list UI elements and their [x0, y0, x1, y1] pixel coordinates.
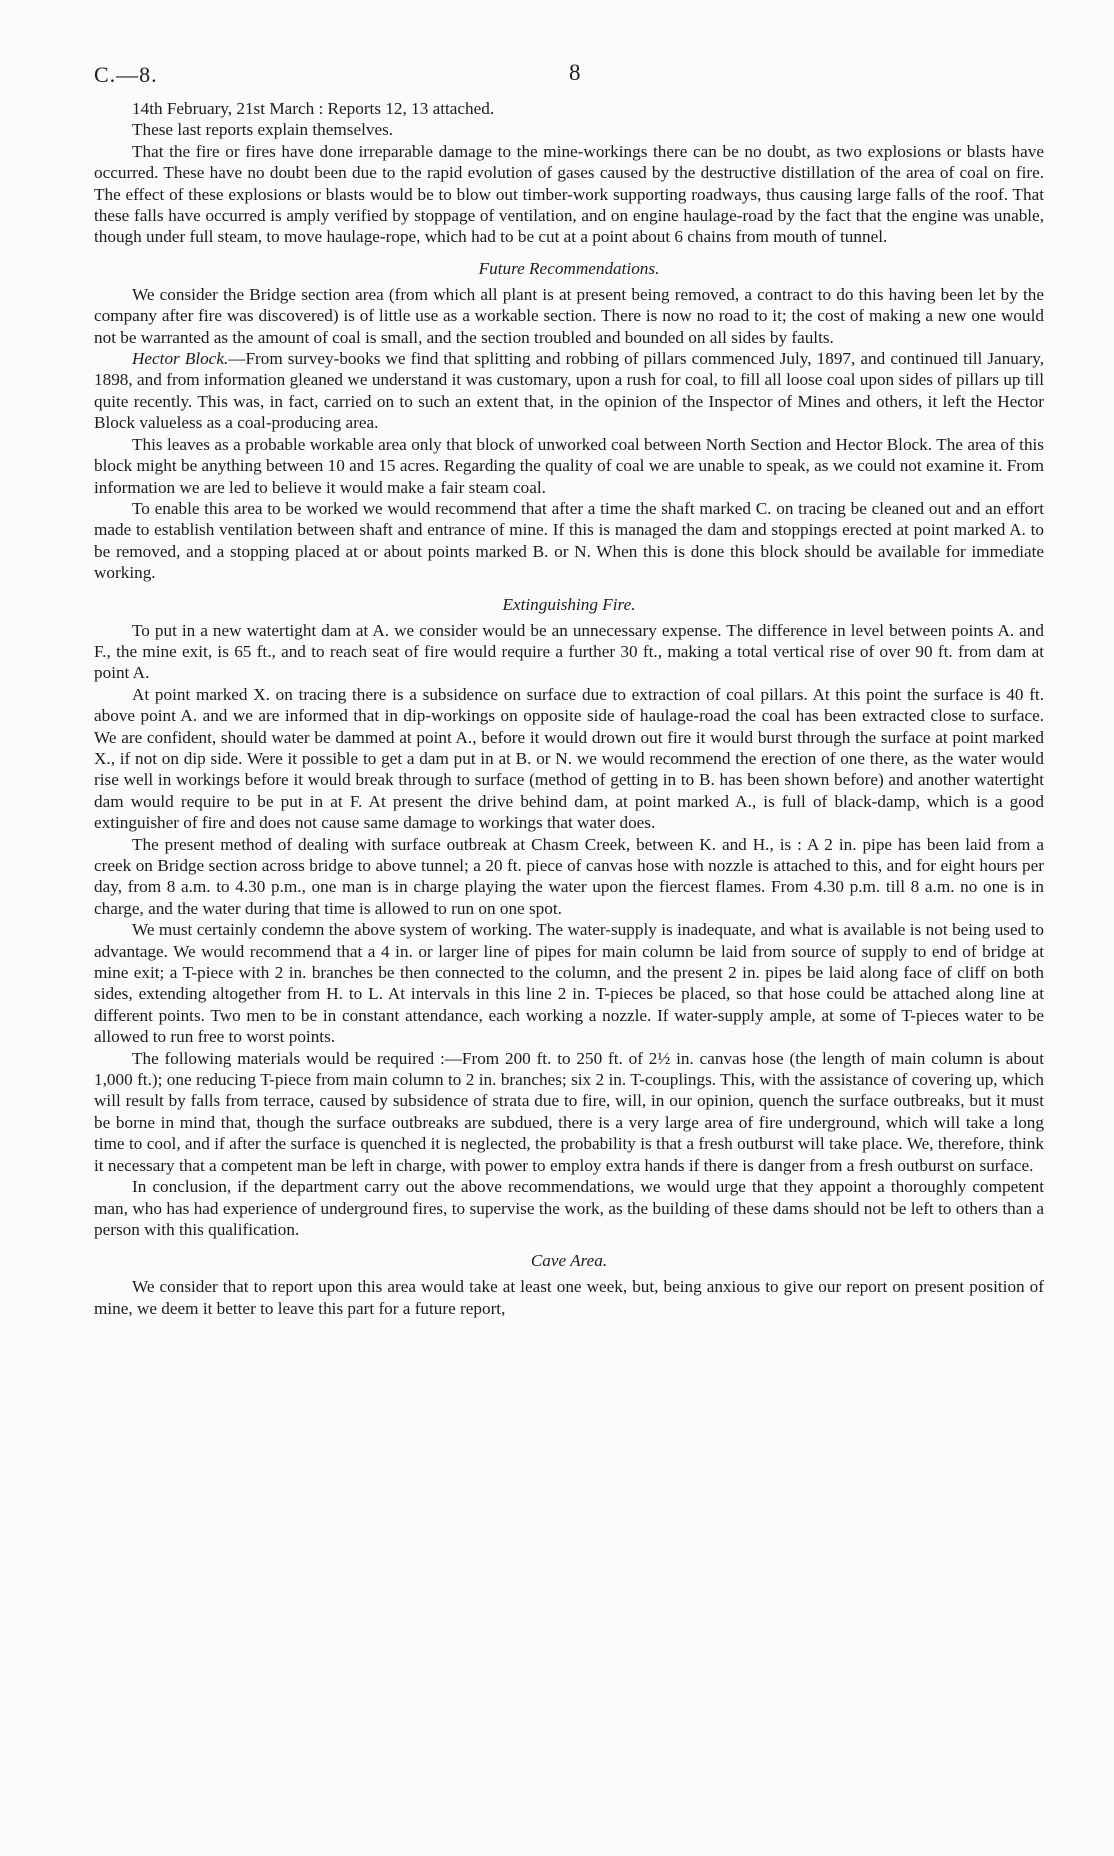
paragraph-workable-area: This leaves as a probable workable area only that block of unworked coal between North Section and Hector Block. The area of this block might be anything between 10 and 15 acres. Regarding the quality of coal we are unable to speak, as we could not examine it. From information we are led to believe it would make a fair steam coal. [94, 434, 1044, 497]
heading-future-recommendations: Future Recommendations. [478, 258, 660, 278]
paragraph-bridge-section: We consider the Bridge section area (from which all plant is at present being removed, a contract to do this having been let by the company after fire was discovered) is of little use as a workable section. There is now no road to it; the cost of making a new one would not be warranted as the amount of coal is small, and the section troubled and bounded on all sides by faults. [94, 284, 1044, 347]
paragraph-fire-damage: That the fire or fires have done irreparable damage to the mine-workings there can be no doubt, as two explosions or blasts have occurred. These have no doubt been due to the rapid evolution of gases caused by the destructive distillation of the area of coal on fire. The effect of these explosions or blasts would be to blow out timber-work supporting roadways, thus causing large falls of the roof. That these falls have occurred is amply verified by stoppage of ventilation, and on engine haulage-road by the fact that the engine was unable, though under full steam, to move haulage-rope, which had to be cut at a point about 6 chains from mouth of tunnel. [94, 141, 1044, 247]
document-page [94, 52, 1044, 1319]
paragraph-reports-explain: These last reports explain themselves. [132, 120, 394, 140]
document-code: C.—8. [94, 62, 158, 87]
paragraph-present-method: The present method of dealing with surface outbreak at Chasm Creek, between K. and H., is : A 2 in. pipe has been laid from a creek on Bridge section across bridge to above tunnel; a 20 ft. piece of canvas hose with nozzle is attached to this, and for eight hours per day, from 8 a.m. to 4.30 p.m., one man is in charge playing the water upon the fiercest flames. From 4.30 p.m. till 8 a.m. no one is in charge, and the water during that time is allowed to run on one spot. [94, 834, 1044, 918]
page-header [94, 52, 1044, 98]
paragraph-materials: The following materials would be required :—From 200 ft. to 250 ft. of 2½ in. canvas hose (the length of main column is about 1,000 ft.); one reducing T-piece from main column to 2 in. branches; six 2 in. T-couplings. This, with the assistance of covering up, which will result by falls from terrace, caused by subsidence of strata due to fire, will, in our opinion, quench the surface outbreaks, but it must be borne in mind that, though the surface outbreaks are subdued, there is a very large area of fire underground, which will take a long time to cool, and if after the surface is quenched it is neglected, the probability is that a fresh outburst will take place. We, therefore, think it necessary that a competent man be left in charge, with power to employ extra hands if there is danger from a fresh outburst on surface. [94, 1048, 1044, 1175]
paragraph-reports: 14th February, 21st March : Reports 12, 13 attached. [132, 99, 495, 118]
heading-extinguishing-fire: Extinguishing Fire. [502, 594, 636, 614]
paragraph-point-x-subsidence: At point marked X. on tracing there is a subsidence on surface due to extraction of coal pillars. At this point the surface is 40 ft. above point A. and we are informed that in dip-workings on opposite side of haulage-road the coal has been extracted close to surface. We are confident, should water be dammed at point A., before it would drown out fire it would burst through the surface at point marked X., if not on dip side. Were it possible to get a dam put in at B. or N. we would recommend the erection of one there, as the water would rise well in workings before it would break through to surface (method of getting in to B. has been shown before) and another watertight dam would require to be put in at F. At present the drive behind dam, at point marked A., is full of black-damp, which is a good extinguisher of fire and does not cause same damage to workings that water does. [94, 684, 1044, 833]
hector-block-lead-in: Hector Block. [132, 349, 229, 369]
paragraph-shaft-ventilation: To enable this area to be worked we would recommend that after a time the shaft marked C. on tracing be cleaned out and an effort made to establish ventilation between shaft and entrance of mine. If this is managed the dam and stoppings erected at point marked A. to be removed, and a stopping placed at or about points marked B. or N. When this is done this block should be available for immediate working. [94, 498, 1044, 583]
paragraph-hector-block [94, 348, 1044, 434]
paragraph-conclusion: In conclusion, if the department carry out the above recommendations, we would urge that they appoint a thoroughly competent man, who has had experience of underground fires, to supervise the work, as the building of these dams should not be left to others than a person with this qualification. [94, 1177, 1044, 1239]
paragraph-condemn-system: We must certainly condemn the above system of working. The water-supply is inadequate, and what is available is not being used to advantage. We would recommend that a 4 in. or larger line of pipes for main column be laid from source of supply to end of bridge at mine exit; a T-piece with 2 in. branches be then connected to the column, and the present 2 in. pipes be laid along face of cliff on both sides, extending altogether from H. to L. At intervals in this line 2 in. T-pieces be placed, so that hose could be attached along line at different points. Two men to be in constant attendance, each working a nozzle. If water-supply ample, at some of T-pieces water to be allowed to run free to worst points. [94, 920, 1044, 1047]
paragraph-cave-area: We consider that to report upon this area would take at least one week, but, being anxious to give our report on present position of mine, we deem it better to leave this part for a future report, [94, 1277, 1044, 1318]
paragraph-watertight-dam: To put in a new watertight dam at A. we consider would be an unnecessary expense. The difference in level between points A. and F., the mine exit, is 65 ft., and to reach seat of fire would require a further 30 ft., making a total vertical rise of over 90 ft. from dam at point A. [94, 620, 1044, 683]
heading-cave-area: Cave Area. [530, 1251, 608, 1271]
hector-block-text: —From survey-books we find that splitting and robbing of pillars commenced July, 1897, and continued till January, 1898, and from information gleaned we understand it was customary, upon a rush for coal, to fill all loose coal upon sides of pillars up till quite recently. This was, in fact, carried on to such an extent that, in the opinion of the Inspector of Mines and others, it left the Hector Block valueless as a coal-producing area. [94, 349, 1045, 433]
page-number: 8 [569, 60, 581, 85]
